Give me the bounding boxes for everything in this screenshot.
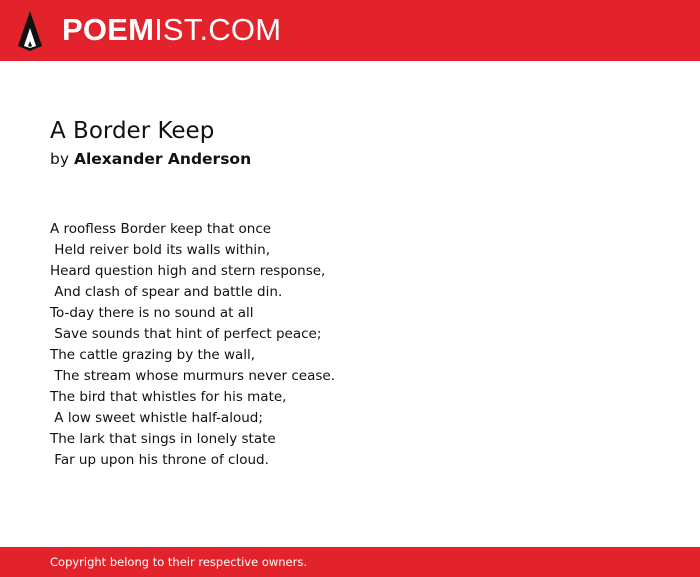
poem-byline	[50, 148, 670, 170]
poem-header	[50, 116, 670, 170]
site-header	[0, 0, 700, 61]
poem-line-6: Save sounds that hint of perfect peace;	[50, 326, 322, 342]
site-logo[interactable]	[62, 12, 281, 48]
poem-line-12: Far up upon his throne of cloud.	[50, 452, 269, 468]
poem-line-5: To-day there is no sound at all	[50, 305, 254, 321]
poem-line-7: The cattle grazing by the wall,	[50, 347, 256, 363]
copyright-text: Copyright belong to their respective owners.	[50, 555, 308, 569]
poem-title: A Border Keep	[50, 118, 215, 144]
logo-brand-light: IST.COM	[154, 12, 282, 47]
poem-text	[50, 219, 670, 471]
logo-brand-bold: POEM	[62, 12, 155, 47]
poem-line-11: The lark that sings in lonely state	[50, 431, 276, 447]
site-footer	[0, 547, 700, 577]
poem-line-9: The bird that whistles for his mate,	[50, 389, 287, 405]
author-name: Alexander Anderson	[73, 150, 252, 168]
poem-line-10: A low sweet whistle half-aloud;	[50, 410, 263, 426]
poem-line-8: The stream whose murmurs never cease.	[50, 368, 336, 384]
poem-line-1: A roofless Border keep that once	[50, 221, 272, 237]
poem-line-4: And clash of spear and battle din.	[50, 284, 283, 300]
poem-line-3: Heard question high and stern response,	[50, 263, 326, 279]
pencil-tip-icon	[16, 10, 44, 52]
by-label: by	[50, 150, 70, 168]
poem-line-2: Held reiver bold its walls within,	[50, 242, 270, 258]
